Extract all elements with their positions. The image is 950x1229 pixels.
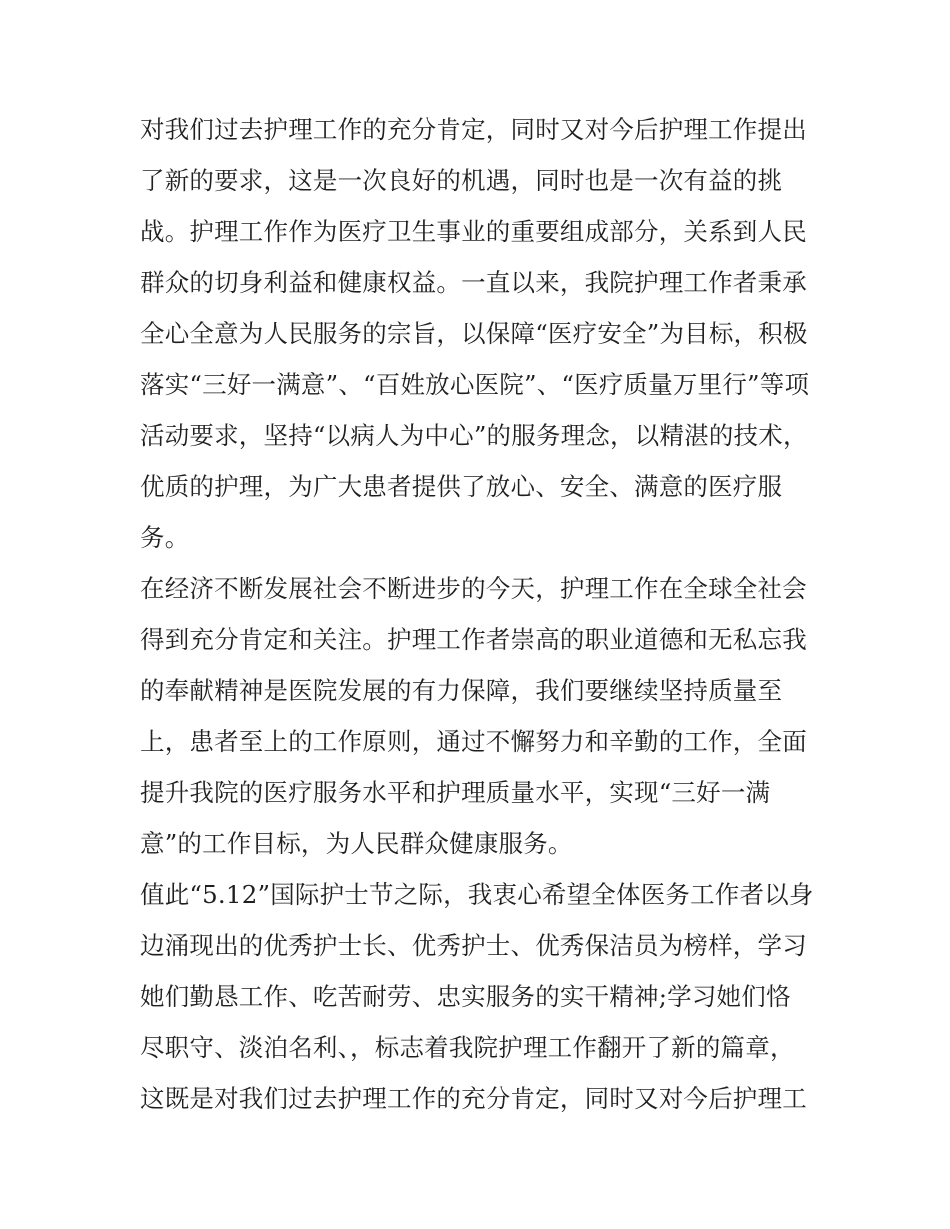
text-line: 战。护理工作作为医疗卫生事业的重要组成部分，关系到人民 <box>140 217 807 246</box>
text-line: 落实“三好一满意”、“百姓放心医院”、“医疗质量万里行”等项 <box>140 370 810 399</box>
text-line: 这既是对我们过去护理工作的充分肯定，同时又对今后护理工 <box>140 1084 807 1113</box>
text-line: 全心全意为人民服务的宗旨，以保障“医疗安全”为目标，积极 <box>140 319 808 348</box>
text-line: 优质的护理，为广大患者提供了放心、安全、满意的医疗服 <box>140 472 783 501</box>
text-line: 活动要求，坚持“以病人为中心”的服务理念，以精湛的技术， <box>140 421 808 450</box>
text-line: 意”的工作目标，为人民群众健康服务。 <box>140 829 573 858</box>
text-line: 上，患者至上的工作原则，通过不懈努力和辛勤的工作，全面 <box>140 727 807 756</box>
text-line: 提升我院的医疗服务水平和护理质量水平，实现“三好一满 <box>140 778 771 807</box>
text-line: 对我们过去护理工作的充分肯定，同时又对今后护理工作提出 <box>140 115 807 144</box>
text-line: 得到充分肯定和关注。护理工作者崇高的职业道德和无私忘我 <box>140 625 807 654</box>
text-line: 边涌现出的优秀护士长、优秀护士、优秀保洁员为榜样，学习 <box>140 931 807 960</box>
text-line: 值此“5.12”国际护士节之际，我衷心希望全体医务工作者以身 <box>140 880 814 909</box>
text-line: 的奉献精神是医院发展的有力保障，我们要继续坚持质量至 <box>140 676 783 705</box>
text-line: 了新的要求，这是一次良好的机遇，同时也是一次有益的挑 <box>140 166 783 195</box>
text-line: 群众的切身利益和健康权益。一直以来，我院护理工作者秉承 <box>140 268 807 297</box>
text-line: 尽职守、淡泊名利、，标志着我院护理工作翻开了新的篇章， <box>140 1033 795 1062</box>
text-line: 在经济不断发展社会不断进步的今天，护理工作在全球全社会 <box>140 574 807 603</box>
text-line: 务。 <box>140 523 190 552</box>
text-line: 她们勤恳工作、吃苦耐劳、忠实服务的实干精神;学习她们恪 <box>140 982 791 1011</box>
document-body <box>140 104 820 1124</box>
